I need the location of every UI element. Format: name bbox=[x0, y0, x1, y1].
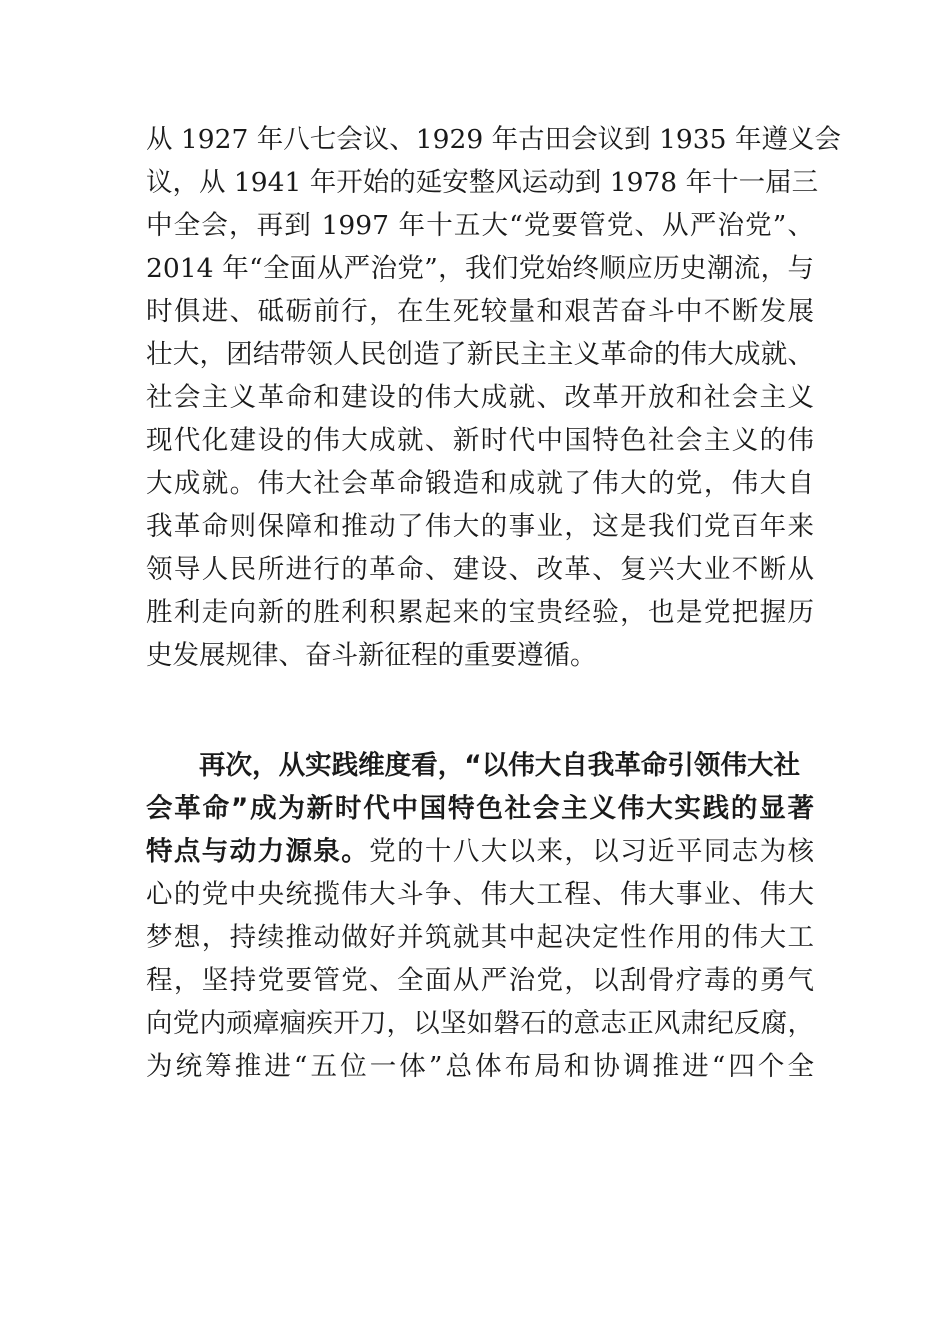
paragraph1-line-3: 中全会，再到 1997 年十五大“党要管党、从严治党”、 bbox=[146, 210, 814, 241]
paragraph1-line-12: 胜利走向新的胜利积累起来的宝贵经验，也是党把握历 bbox=[146, 597, 814, 628]
paragraph2-line-3 bbox=[146, 830, 814, 873]
paragraph1-line-6: 壮大，团结带领人民创造了新民主主义革命的伟大成就、 bbox=[146, 339, 814, 370]
paragraph1-line-8: 现代化建设的伟大成就、新时代中国特色社会主义的伟 bbox=[146, 425, 814, 456]
paragraph1-line-10: 我革命则保障和推动了伟大的事业，这是我们党百年来 bbox=[146, 511, 814, 542]
paragraph2-bold-line-2: 会革命”成为新时代中国特色社会主义伟大实践的显著 bbox=[146, 793, 814, 824]
paragraph1-line-13: 史发展规律、奋斗新征程的重要遵循。 bbox=[146, 640, 597, 671]
paragraph2-line-8: 为统筹推进“五位一体”总体布局和协调推进“四个全 bbox=[146, 1051, 814, 1082]
paragraph2-line-4: 心的党中央统揽伟大斗争、伟大工程、伟大事业、伟大 bbox=[146, 879, 814, 910]
paragraph2-bold-line-1: 再次，从实践维度看，“以伟大自我革命引领伟大社 bbox=[199, 750, 800, 781]
paragraph1-line-9: 大成就。伟大社会革命锻造和成就了伟大的党，伟大自 bbox=[146, 468, 814, 499]
paragraph1-line-1: 从 1927 年八七会议、1929 年古田会议到 1935 年遵义会 bbox=[146, 124, 841, 155]
paragraph2-line-3-rest: 党的十八大以来，以习近平同志为核 bbox=[369, 836, 815, 867]
paragraph2-line-3-bold: 特点与动力源泉。 bbox=[146, 836, 370, 867]
paragraph1-line-2: 议，从 1941 年开始的延安整风运动到 1978 年十一届三 bbox=[146, 167, 819, 198]
paragraph2-line-5: 梦想，持续推动做好并筑就其中起决定性作用的伟大工 bbox=[146, 922, 814, 953]
paragraph2-line-6: 程，坚持党要管党、全面从严治党，以刮骨疗毒的勇气 bbox=[146, 965, 814, 996]
paragraph1-line-11: 领导人民所进行的革命、建设、改革、复兴大业不断从 bbox=[146, 554, 814, 585]
paragraph1-line-4: 2014 年“全面从严治党”，我们党始终顺应历史潮流，与 bbox=[146, 253, 814, 284]
paragraph1-line-5: 时俱进、砥砺前行，在生死较量和艰苦奋斗中不断发展 bbox=[146, 296, 814, 327]
paragraph1-line-7: 社会主义革命和建设的伟大成就、改革开放和社会主义 bbox=[146, 382, 814, 413]
paragraph2-line-7: 向党内顽瘴痼疾开刀，以坚如磐石的意志正风肃纪反腐， bbox=[146, 1008, 814, 1039]
